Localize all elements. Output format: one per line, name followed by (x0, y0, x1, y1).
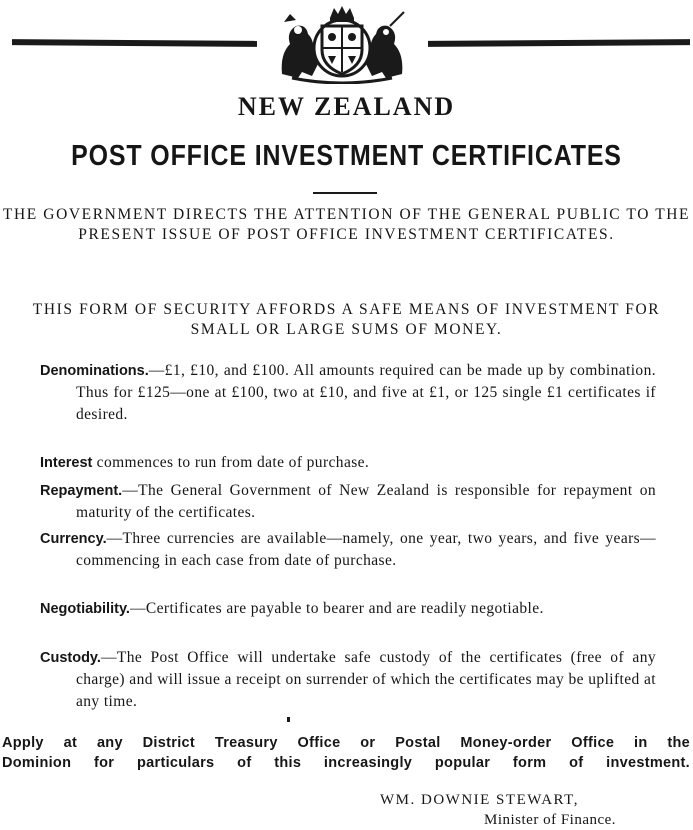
apply-line-1: Apply at any District Treasury Office or Postal Money-order Office in the (2, 735, 690, 751)
page-title: POST OFFICE INVESTMENT CERTIFICATES (71, 140, 622, 172)
apply-line-2: Dominion for particulars of this increasingly popular form of investment. (2, 755, 690, 771)
header-rule-left (12, 39, 257, 47)
repayment-item (40, 480, 656, 524)
item-lead: Interest (40, 455, 93, 471)
title-divider (313, 192, 377, 194)
intro-paragraph-2: THIS FORM OF SECURITY AFFORDS A SAFE MEANS OF INVESTMENT FOR SMALL OR LARGE SUMS OF MONEY. (32, 301, 661, 338)
custody-item (40, 647, 656, 713)
print-mark (287, 717, 290, 722)
country-heading: NEW ZEALAND (237, 92, 456, 121)
item-lead: Denominations. (40, 363, 149, 379)
currency-item (40, 528, 656, 572)
item-lead: Repayment. (40, 483, 123, 499)
header-rule-right (428, 39, 690, 47)
item-lead: Custody. (40, 650, 101, 666)
item-lead: Currency. (40, 531, 107, 547)
coat-of-arms-icon (262, 4, 422, 84)
apply-notice (2, 733, 690, 773)
item-body: commences to run from date of purchase. (92, 454, 370, 471)
signatory-name: WM. DOWNIE STEWART, (380, 792, 579, 808)
item-lead: Negotiability. (40, 601, 130, 617)
interest-item (40, 452, 620, 474)
item-body: —Certificates are payable to bearer and are readily negotiable. (129, 600, 544, 617)
item-body: —£1, £10, and £100. All amounts required can be made up by combination. Thus for £125—one at £100, two at £10, and five at £1, or 125 single £1 certificates if desired. (76, 362, 656, 423)
item-body: —The General Government of New Zealand is responsible for repayment on maturity of the certificates. (76, 482, 656, 521)
negotiability-item (40, 598, 656, 620)
denominations-item (40, 360, 656, 426)
item-body: —The Post Office will undertake safe custody of the certificates (free of any charge) and will issue a receipt on surrender of which the certificates may be uplifted at any time. (76, 649, 656, 710)
signatory-title: Minister of Finance. (484, 812, 617, 828)
intro-paragraph-1: THE GOVERNMENT DIRECTS THE ATTENTION OF THE GENERAL PUBLIC TO THE PRESENT ISSUE OF POST OFFICE INVESTMENT CERTIFICATES. (2, 206, 691, 243)
item-body: —Three currencies are available—namely, one year, two years, and five years—commencing in each case from date of purchase. (76, 530, 656, 569)
